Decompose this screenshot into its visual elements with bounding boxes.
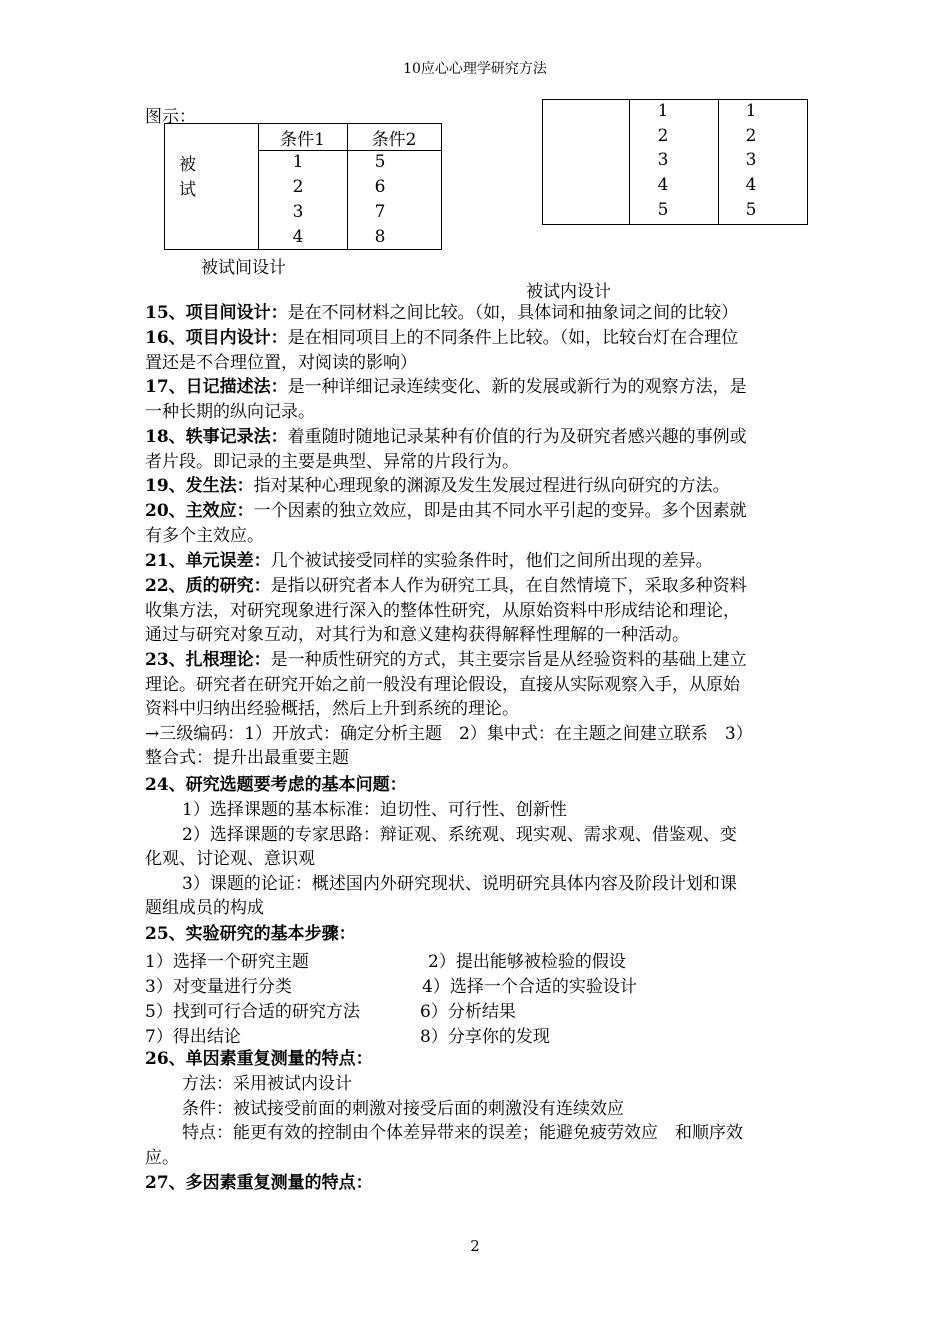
table-cell: 3 <box>657 150 669 170</box>
item-27-title: 27、多因素重复测量的特点： <box>145 1173 373 1193</box>
item-term: 17、日记描述法： <box>145 377 288 397</box>
item-26-body <box>145 1072 810 1170</box>
item-text: 置还是不合理位置，对阅读的影响） <box>145 352 417 373</box>
row-label-char: 被 <box>179 155 196 175</box>
item-term: 19、发生法： <box>145 476 254 496</box>
page-number: 2 <box>470 1237 480 1255</box>
table-cell: 5 <box>374 152 386 172</box>
within-subjects-table <box>542 99 808 225</box>
item-23 <box>145 648 810 771</box>
item-text: →三级编码：1）开放式：确定分析主题 2）集中式：在主题之间建立联系 3） <box>145 723 753 744</box>
table-cell: 4 <box>657 175 669 195</box>
item-text: 理论。研究者在研究开始之前一般没有理论假设，直接从实际观察入手，从原始 <box>145 674 740 695</box>
table-cell: 1 <box>657 101 669 121</box>
item-term: 15、项目间设计： <box>145 303 288 323</box>
item-text: 几个被试接受同样的实验条件时，他们之间所出现的差异。 <box>270 551 713 571</box>
item-text: 是在相同项目上的不同条件上比较。（如，比较台灯在合理位 <box>287 328 739 348</box>
item-text: 资料中归纳出经验概括，然后上升到系统的理论。 <box>145 699 519 719</box>
item-text: 整合式：提升出最重要主题 <box>145 748 349 768</box>
table-cell: 6 <box>374 177 386 197</box>
item-text: 3）课题的论证：概述国内外研究现状、说明研究具体内容及阶段计划和课 <box>182 873 737 894</box>
item-text: 题组成员的构成 <box>145 898 264 918</box>
item-text: 是一种详细记录连续变化、新的发展或新行为的观察方法，是 <box>287 377 747 397</box>
item-text: 有多个主效应。 <box>145 525 264 546</box>
item-text: 指对某种心理现象的渊源及发生发展过程进行纵向研究的方法。 <box>253 476 730 496</box>
item-text: 是一种质性研究的方式，其主要宗旨是从经验资料的基础上建立 <box>270 650 747 670</box>
step-item: 4）选择一个合适的实验设计 <box>422 977 637 997</box>
step-item: 5）找到可行合适的研究方法 <box>145 1002 360 1022</box>
table-cell: 2 <box>657 126 669 146</box>
item-text: 是指以研究者本人作为研究工具，在自然情境下，采取多种资料 <box>270 576 747 596</box>
item-text: 化观、讨论观、意识观 <box>145 849 315 869</box>
item-16 <box>145 326 810 375</box>
item-26-title: 26、单因素重复测量的特点： <box>145 1049 373 1069</box>
table-cell: 1 <box>292 152 304 172</box>
item-term: 20、主效应： <box>145 501 254 521</box>
table-cell: 4 <box>745 175 757 195</box>
between-table-caption: 被试间设计 <box>201 258 286 278</box>
item-text: 一种长期的纵向记录。 <box>145 401 315 422</box>
step-item: 1）选择一个研究主题 <box>145 952 309 972</box>
item-text: 是在不同材料之间比较。（如，具体词和抽象词之间的比较） <box>287 303 739 323</box>
item-24-title: 24、研究选题要考虑的基本问题： <box>145 775 407 795</box>
figure-label: 图示： <box>145 107 196 127</box>
item-text: 应。 <box>145 1147 179 1168</box>
item-22 <box>145 574 810 648</box>
item-text: 2）选择课题的专家思路：辩证观、系统观、现实观、需求观、借鉴观、变 <box>182 824 737 845</box>
table-header: 条件1 <box>280 130 325 150</box>
item-text: 特点：能更有效的控制由个体差异带来的误差；能避免疲劳效应 和顺序效 <box>182 1123 743 1143</box>
table-header: 条件2 <box>371 130 417 150</box>
item-text: 一个因素的独立效应，即是由其不同水平引起的变异。多个因素就 <box>253 501 747 521</box>
table-cell: 2 <box>292 177 304 197</box>
item-term: 22、质的研究： <box>145 576 271 596</box>
table-cell: 8 <box>374 227 386 247</box>
item-term: 18、轶事记录法： <box>145 427 288 447</box>
table-cell: 5 <box>657 200 669 220</box>
within-table-caption: 被试内设计 <box>526 282 611 302</box>
item-term: 23、扎根理论： <box>145 650 271 670</box>
step-item: 7）得出结论 <box>145 1027 241 1047</box>
item-text: 1）选择课题的基本标准：迫切性、可行性、创新性 <box>182 800 567 820</box>
item-18 <box>145 425 810 474</box>
step-item: 2）提出能够被检验的假设 <box>428 952 626 972</box>
item-text: 着重随时随地记录某种有价值的行为及研究者感兴趣的事例或 <box>287 427 747 447</box>
item-text: 通过与研究对象互动，对其行为和意义建构获得解释性理解的一种活动。 <box>145 625 689 645</box>
step-item: 6）分析结果 <box>420 1002 516 1022</box>
item-text: 条件：被试接受前面的刺激对接受后面的刺激没有连续效应 <box>182 1098 624 1119</box>
table-cell: 3 <box>292 202 304 222</box>
item-24-body <box>145 798 810 921</box>
item-15 <box>145 301 810 326</box>
item-text: 收集方法，对研究现象进行深入的整体性研究，从原始资料中形成结论和理论， <box>145 600 740 621</box>
table-cell: 5 <box>745 200 757 220</box>
item-21 <box>145 549 810 574</box>
table-cell: 3 <box>745 150 757 170</box>
item-term: 16、项目内设计： <box>145 328 288 348</box>
between-subjects-table <box>164 123 442 250</box>
page-header: 10应心心理学研究方法 <box>403 61 547 77</box>
item-text: 者片段。即记录的主要是典型、异常的片段行为。 <box>145 451 519 472</box>
row-label-char: 试 <box>179 180 196 200</box>
item-text: 方法：采用被试内设计 <box>182 1074 352 1094</box>
table-cell: 2 <box>745 126 757 146</box>
step-item: 8）分享你的发现 <box>420 1027 550 1047</box>
step-item: 3）对变量进行分类 <box>145 977 292 997</box>
item-20 <box>145 499 810 548</box>
table-cell: 1 <box>745 101 757 121</box>
table-cell: 4 <box>292 227 304 247</box>
item-19 <box>145 474 810 499</box>
table-cell: 7 <box>374 202 386 222</box>
item-term: 21、单元误差： <box>145 551 271 571</box>
item-25-title: 25、实验研究的基本步骤： <box>145 924 356 944</box>
item-17 <box>145 375 810 424</box>
